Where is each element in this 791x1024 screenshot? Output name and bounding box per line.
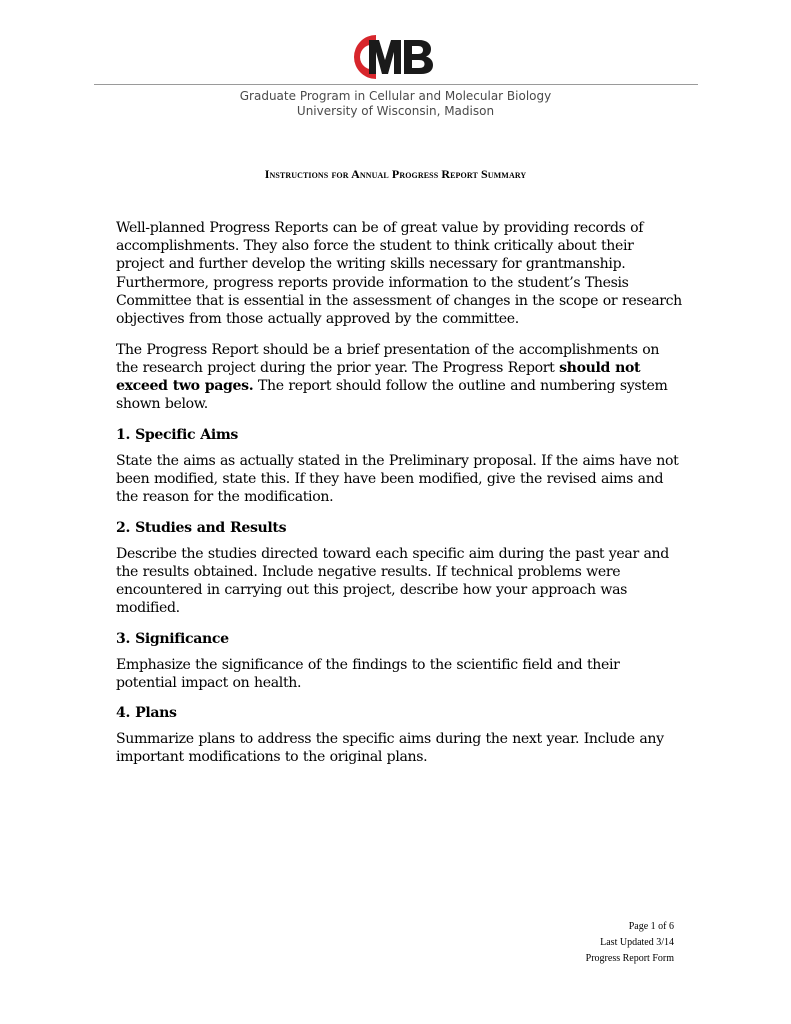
- page-limit-emphasis: should not exceed two pages.: [116, 359, 641, 395]
- section-heading-specific-aims: 1. Specific Aims: [116, 427, 238, 444]
- document-body: [116, 219, 682, 779]
- last-updated: Last Updated 3/14: [600, 937, 674, 948]
- section-text-specific-aims: State the aims as actually stated in the Preliminary proposal. If the aims have not been modified, state this. If they have been modified, give the revised aims and the reason for the modification.: [116, 452, 679, 506]
- section-text-significance: Emphasize the significance of the findings to the scientific field and their potential impact on health.: [116, 656, 620, 691]
- section-text-plans: Summarize plans to address the specific aims during the next year. Include any important modifications to the original plans.: [116, 731, 664, 766]
- university-name: University of Wisconsin, Madison: [296, 104, 495, 118]
- section-heading-studies-results: 2. Studies and Results: [116, 519, 287, 536]
- intro-paragraph: Well-planned Progress Reports can be of great value by providing records of accomplishments. They also force the student to think critically about their project and further develop the writing skills necessary for grantmanship. Furthermore, progress reports provide information to the student’s Thesis Committee that is essential in the assessment of changes in the scope or research objectives from those actually approved by the committee.: [116, 220, 682, 328]
- form-name: Progress Report Form: [585, 953, 674, 964]
- program-name: Graduate Program in Cellular and Molecular Biology: [239, 89, 552, 103]
- section-text-studies-results: Describe the studies directed toward each specific aim during the past year and the results obtained. Include negative results. If technical problems were encountered in carrying out this project, describe how your approach was modified.: [116, 545, 669, 617]
- section-heading-plans: 4. Plans: [116, 705, 177, 722]
- page-number: Page 1 of 6: [628, 921, 674, 932]
- page-footer: [586, 919, 674, 967]
- length-paragraph: The Progress Report should be a brief presentation of the accomplishments on the research project during the prior year. The Progress Report should not exceed two pages. The report should follow the outline and numbering system shown below.: [116, 341, 668, 413]
- cmb-logo: [352, 32, 436, 82]
- header-divider: [94, 84, 698, 85]
- section-heading-significance: 3. Significance: [116, 630, 229, 647]
- document-title: Instructions for Annual Progress Report Summary: [264, 167, 527, 181]
